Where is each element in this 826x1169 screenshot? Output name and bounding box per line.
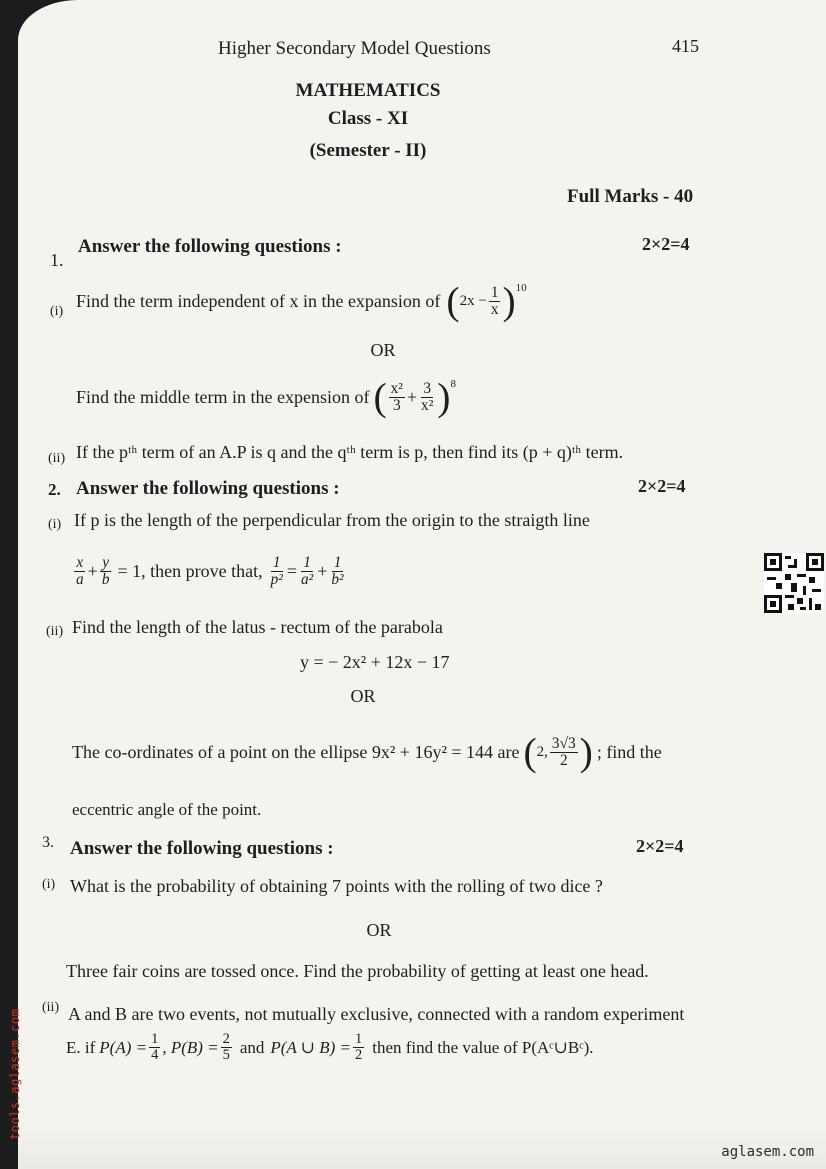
q2-alt-text-c: eccentric angle of the point. [72, 800, 262, 819]
q2-i-label: (i) [48, 517, 62, 532]
q2-p-den: p² [270, 571, 283, 589]
q2-a-den: a² [301, 571, 314, 589]
q1-ii-text: If the pᵗʰ term of an A.P is q and the qᵗʰ term is p, then find its (p + q)ᵗʰ term. [76, 442, 624, 462]
q2-y-num: y [102, 554, 110, 571]
q2-x-den: a [76, 571, 84, 589]
q3-ii-pb: , P(B) = [162, 1037, 219, 1057]
q2-alt-line: The co-ordinates of a point on the ellipse 9x² + 16y² = 144 are ( 2, $\frac{3√3}{2}$ ) ; find the [72, 730, 662, 774]
q3-ii-label: (ii) [42, 1000, 60, 1015]
subject-title: MATHEMATICS [295, 80, 441, 101]
q1-marks: 2×2=4 [642, 234, 690, 254]
semester-label: (Semester - II) [309, 140, 427, 161]
q2-eq-plus: + [87, 561, 98, 582]
q2-alt-text-b: ; find the [596, 742, 662, 763]
q2-eq-mid: = 1, then prove that, [117, 561, 263, 582]
q3-ii-pb-num: 2 [222, 1031, 230, 1047]
q1-ii-label: (ii) [48, 451, 66, 466]
page-number: 415 [672, 36, 699, 56]
q2-ii-text: Find the length of the latus - rectum of the parabola [72, 617, 443, 637]
q1-i-frac-num: 1 [490, 284, 499, 302]
class-label: Class - XI [327, 108, 409, 129]
q2-alt-text-a: The co-ordinates of a point on the ellipse 9x² + 16y² = 144 are [72, 742, 520, 763]
q1-alt-text: Find the middle term in the expension of [76, 387, 370, 408]
q2-alt-point-a: 2, [536, 744, 548, 761]
q3-alt-text: Three fair coins are tossed once. Find the probability of getting at least one head. [66, 961, 649, 981]
q3-heading: Answer the following questions : [70, 838, 334, 859]
q2-heading: Answer the following questions : [76, 478, 340, 499]
q3-ii-end: then find the value of P(Aᶜ∪Bᶜ). [372, 1037, 594, 1057]
q3-i-text: What is the probability of obtaining 7 points with the rolling of two dice ? [70, 876, 603, 896]
q1-alt-frac2-num: 3 [423, 380, 431, 398]
q2-x-num: x [76, 554, 84, 571]
q3-ii-pu-num: 1 [355, 1031, 363, 1047]
q1-or: OR [370, 340, 396, 360]
q3-ii-pa-den: 4 [151, 1047, 159, 1064]
qr-code-icon [764, 553, 824, 613]
book-title: Higher Secondary Model Questions [218, 38, 491, 59]
q2-eq-equals: = [286, 561, 297, 582]
q2-b-num: 1 [333, 554, 342, 571]
q1-heading: Answer the following questions : [78, 236, 342, 257]
q2-a-num: 1 [303, 554, 311, 571]
q2-equation [72, 555, 348, 588]
full-marks: Full Marks - 40 [567, 186, 694, 207]
q1-i-power: 10 [515, 282, 527, 294]
q3-i-label: (i) [42, 877, 56, 892]
q2-i-text: If p is the length of the perpendicular from the origin to the straigth line [74, 510, 590, 530]
q1-i-text: Find the term independent of x in the expansion of [76, 291, 441, 312]
q3-ii-and: and [239, 1037, 265, 1057]
q2-b-den: b² [331, 571, 344, 589]
q3-ii-pu: P(A ∪ B) = [270, 1037, 352, 1057]
q3-ii-pu-den: 2 [355, 1047, 363, 1064]
q1-alt-line: Find the middle term in the expension of ( $\frac{\text{x²}}{3}$ + $\frac{3}{\text{x²}}$ ) 8 [76, 375, 456, 419]
q1-i-label: (i) [50, 304, 64, 319]
side-watermark: tools.aglasem.com [8, 1008, 22, 1140]
q3-ii-text-a: A and B are two events, not mutually exclusive, connected with a random experiment [68, 1004, 685, 1024]
q2-p-num: 1 [272, 554, 281, 571]
q2-parabola: y = − 2x² + 12x − 17 [300, 652, 450, 672]
q1-i-frac-den: x [490, 301, 499, 319]
q1-alt-power: 8 [450, 378, 456, 390]
q3-number: 3. [42, 834, 54, 851]
q3-ii-pa-num: 1 [151, 1031, 159, 1047]
q1-i-expr: 2x − [459, 293, 487, 310]
q2-marks: 2×2=4 [638, 476, 686, 496]
q3-or: OR [366, 920, 392, 940]
q1-alt-plus: + [406, 387, 418, 408]
q1-i-line: Find the term independent of x in the expansion of ( 2x − $\frac{1}{x}$ ) 10 [76, 279, 527, 323]
q3-marks: 2×2=4 [636, 836, 684, 856]
q2-alt-point-num: 3√3 [551, 735, 576, 753]
q3-ii-line-b [66, 1032, 593, 1063]
corner-watermark: aglasem.com [721, 1144, 814, 1160]
q2-eq-plus2: + [317, 561, 328, 582]
q3-ii-pb-den: 5 [222, 1047, 230, 1064]
q2-y-den: b [101, 571, 110, 589]
q2-or: OR [350, 686, 376, 706]
q1-alt-frac1-num: x² [390, 380, 403, 398]
q1-alt-frac1-den: 3 [392, 397, 401, 415]
q3-ii-pa: P(A) = [99, 1037, 148, 1057]
q1-number: 1. [50, 250, 64, 270]
q2-number: 2. [48, 480, 61, 499]
q1-alt-frac2-den: x² [421, 397, 434, 415]
q3-ii-b1: E. if [66, 1037, 96, 1057]
page-bottom-edge [18, 1120, 826, 1169]
q2-alt-point-den: 2 [559, 752, 568, 770]
q2-ii-label: (ii) [46, 624, 64, 639]
